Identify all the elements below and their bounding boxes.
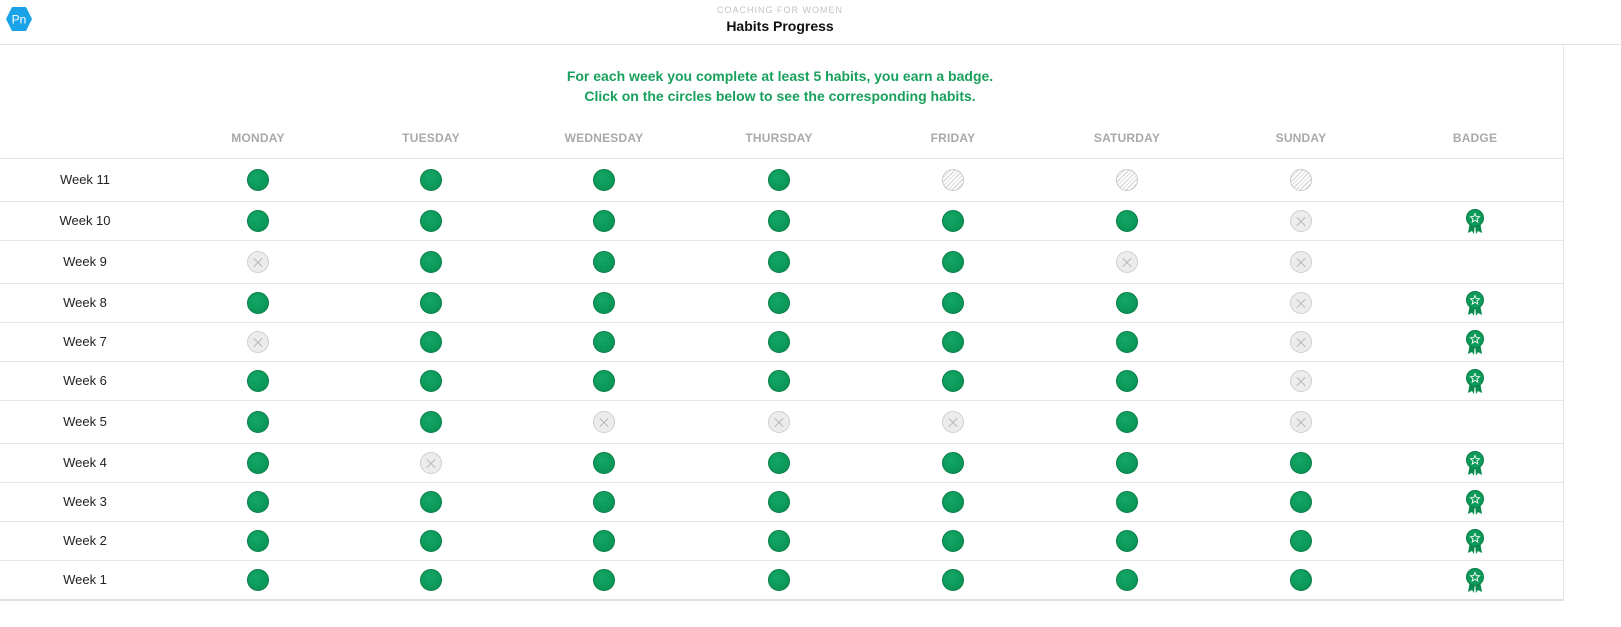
habit-circle-sunday-done[interactable] xyxy=(1290,530,1312,552)
habit-circle-thursday-done[interactable] xyxy=(768,331,790,353)
habit-circle-sunday-missed[interactable] xyxy=(1290,251,1312,273)
badge-icon xyxy=(1465,369,1485,395)
page-title: Habits Progress xyxy=(726,18,834,34)
habits-progress-panel xyxy=(0,45,1564,601)
habit-circle-sunday-done[interactable] xyxy=(1290,491,1312,513)
table-row xyxy=(0,521,1563,561)
badge-icon xyxy=(1465,291,1485,317)
habit-circle-friday-done[interactable] xyxy=(942,251,964,273)
habit-circle-friday-missed[interactable] xyxy=(942,411,964,433)
habit-circle-wednesday-done[interactable] xyxy=(593,530,615,552)
habit-circle-wednesday-done[interactable] xyxy=(593,210,615,232)
week-label: Week 11 xyxy=(59,172,111,187)
habit-circle-saturday-done[interactable] xyxy=(1116,569,1138,591)
habit-circle-sunday-missed[interactable] xyxy=(1290,331,1312,353)
habit-circle-tuesday-done[interactable] xyxy=(420,210,442,232)
habit-circle-monday-missed[interactable] xyxy=(247,251,269,273)
table-row xyxy=(0,482,1563,522)
column-header-tuesday: TUESDAY xyxy=(402,131,460,145)
habit-circle-saturday-done[interactable] xyxy=(1116,452,1138,474)
habit-circle-thursday-done[interactable] xyxy=(768,370,790,392)
habit-circle-saturday-pending[interactable] xyxy=(1116,169,1138,191)
habit-circle-monday-done[interactable] xyxy=(247,169,269,191)
badge-icon xyxy=(1465,209,1485,235)
brand-label: COACHING FOR WOMEN xyxy=(717,5,843,15)
habit-circle-friday-done[interactable] xyxy=(942,331,964,353)
habit-circle-thursday-done[interactable] xyxy=(768,491,790,513)
week-label: Week 8 xyxy=(63,295,107,310)
habit-circle-saturday-done[interactable] xyxy=(1116,370,1138,392)
habit-circle-saturday-done[interactable] xyxy=(1116,491,1138,513)
week-label: Week 6 xyxy=(63,373,107,388)
habit-circle-wednesday-done[interactable] xyxy=(593,370,615,392)
habit-circle-sunday-done[interactable] xyxy=(1290,569,1312,591)
week-label: Week 1 xyxy=(63,572,107,587)
table-row xyxy=(0,283,1563,323)
habit-circle-wednesday-done[interactable] xyxy=(593,292,615,314)
badge-icon xyxy=(1465,451,1485,477)
table-row xyxy=(0,201,1563,241)
table-row xyxy=(0,560,1563,600)
logo-text: Pn xyxy=(11,12,27,27)
habit-circle-thursday-done[interactable] xyxy=(768,569,790,591)
habit-circle-tuesday-done[interactable] xyxy=(420,370,442,392)
habit-circle-tuesday-done[interactable] xyxy=(420,530,442,552)
column-header-badge: BADGE xyxy=(1452,131,1498,145)
habit-circle-friday-done[interactable] xyxy=(942,292,964,314)
habit-circle-wednesday-done[interactable] xyxy=(593,331,615,353)
habit-circle-saturday-missed[interactable] xyxy=(1116,251,1138,273)
habit-circle-sunday-pending[interactable] xyxy=(1290,169,1312,191)
badge-icon xyxy=(1465,330,1485,356)
column-header-sunday: SUNDAY xyxy=(1275,131,1327,145)
table-row xyxy=(0,443,1563,483)
habit-circle-sunday-missed[interactable] xyxy=(1290,210,1312,232)
habit-circle-saturday-done[interactable] xyxy=(1116,530,1138,552)
habit-circle-monday-done[interactable] xyxy=(247,491,269,513)
habit-circle-thursday-done[interactable] xyxy=(768,169,790,191)
habit-circle-saturday-done[interactable] xyxy=(1116,331,1138,353)
habit-circle-monday-done[interactable] xyxy=(247,530,269,552)
habit-circle-wednesday-done[interactable] xyxy=(593,491,615,513)
habit-circle-thursday-done[interactable] xyxy=(768,530,790,552)
habit-circle-tuesday-done[interactable] xyxy=(420,251,442,273)
table-row xyxy=(0,240,1563,284)
habit-circle-friday-done[interactable] xyxy=(942,530,964,552)
table-row xyxy=(0,400,1563,444)
habit-circle-tuesday-missed[interactable] xyxy=(420,452,442,474)
habit-circle-tuesday-done[interactable] xyxy=(420,491,442,513)
intro-text xyxy=(0,66,1560,106)
habit-circle-tuesday-done[interactable] xyxy=(420,411,442,433)
habit-circle-tuesday-done[interactable] xyxy=(420,169,442,191)
week-label: Week 3 xyxy=(63,494,107,509)
week-label: Week 4 xyxy=(63,455,107,470)
habit-circle-wednesday-done[interactable] xyxy=(593,569,615,591)
habit-circle-friday-done[interactable] xyxy=(942,569,964,591)
habit-circle-thursday-done[interactable] xyxy=(768,452,790,474)
habit-circle-saturday-done[interactable] xyxy=(1116,292,1138,314)
week-label: Week 7 xyxy=(63,334,107,349)
badge-icon xyxy=(1465,529,1485,555)
habit-circle-thursday-done[interactable] xyxy=(768,251,790,273)
habit-circle-thursday-done[interactable] xyxy=(768,210,790,232)
table-row xyxy=(0,158,1563,202)
badge-icon xyxy=(1465,490,1485,516)
habit-circle-friday-pending[interactable] xyxy=(942,169,964,191)
table-row xyxy=(0,361,1563,401)
week-label: Week 9 xyxy=(63,254,107,269)
habit-circle-tuesday-done[interactable] xyxy=(420,292,442,314)
column-header-saturday: SATURDAY xyxy=(1093,131,1161,145)
intro-line-2: Click on the circles below to see the corresponding habits. xyxy=(584,88,976,104)
habit-circle-sunday-done[interactable] xyxy=(1290,452,1312,474)
table-row xyxy=(0,322,1563,362)
habit-circle-monday-done[interactable] xyxy=(247,411,269,433)
badge-icon xyxy=(1465,568,1485,594)
habit-circle-sunday-missed[interactable] xyxy=(1290,292,1312,314)
habit-circle-friday-done[interactable] xyxy=(942,370,964,392)
habit-circle-wednesday-done[interactable] xyxy=(593,251,615,273)
habit-circle-saturday-done[interactable] xyxy=(1116,411,1138,433)
habit-circle-thursday-done[interactable] xyxy=(768,292,790,314)
habit-circle-monday-done[interactable] xyxy=(247,569,269,591)
week-label: Week 5 xyxy=(63,414,107,429)
week-label: Week 10 xyxy=(59,213,111,228)
habit-circle-saturday-done[interactable] xyxy=(1116,210,1138,232)
habit-circle-friday-done[interactable] xyxy=(942,491,964,513)
scrollbar-track[interactable] xyxy=(1564,45,1621,627)
column-header-friday: FRIDAY xyxy=(930,131,976,145)
habit-circle-monday-missed[interactable] xyxy=(247,331,269,353)
habit-circle-monday-done[interactable] xyxy=(247,370,269,392)
column-header-wednesday: WEDNESDAY xyxy=(564,131,644,145)
habit-circle-monday-done[interactable] xyxy=(247,292,269,314)
habit-circle-tuesday-done[interactable] xyxy=(420,331,442,353)
habit-circle-thursday-missed[interactable] xyxy=(768,411,790,433)
habit-circle-friday-done[interactable] xyxy=(942,452,964,474)
column-header-monday: MONDAY xyxy=(231,131,285,145)
habit-circle-friday-done[interactable] xyxy=(942,210,964,232)
habit-circle-monday-done[interactable] xyxy=(247,452,269,474)
habit-circle-wednesday-done[interactable] xyxy=(593,452,615,474)
habit-circle-wednesday-done[interactable] xyxy=(593,169,615,191)
intro-line-1: For each week you complete at least 5 habits, you earn a badge. xyxy=(566,68,994,84)
habit-circle-tuesday-done[interactable] xyxy=(420,569,442,591)
column-header-thursday: THURSDAY xyxy=(745,131,813,145)
week-label: Week 2 xyxy=(63,533,107,548)
habit-circle-monday-done[interactable] xyxy=(247,210,269,232)
habit-circle-wednesday-missed[interactable] xyxy=(593,411,615,433)
habit-circle-sunday-missed[interactable] xyxy=(1290,370,1312,392)
habit-circle-sunday-missed[interactable] xyxy=(1290,411,1312,433)
top-bar xyxy=(0,0,1621,45)
